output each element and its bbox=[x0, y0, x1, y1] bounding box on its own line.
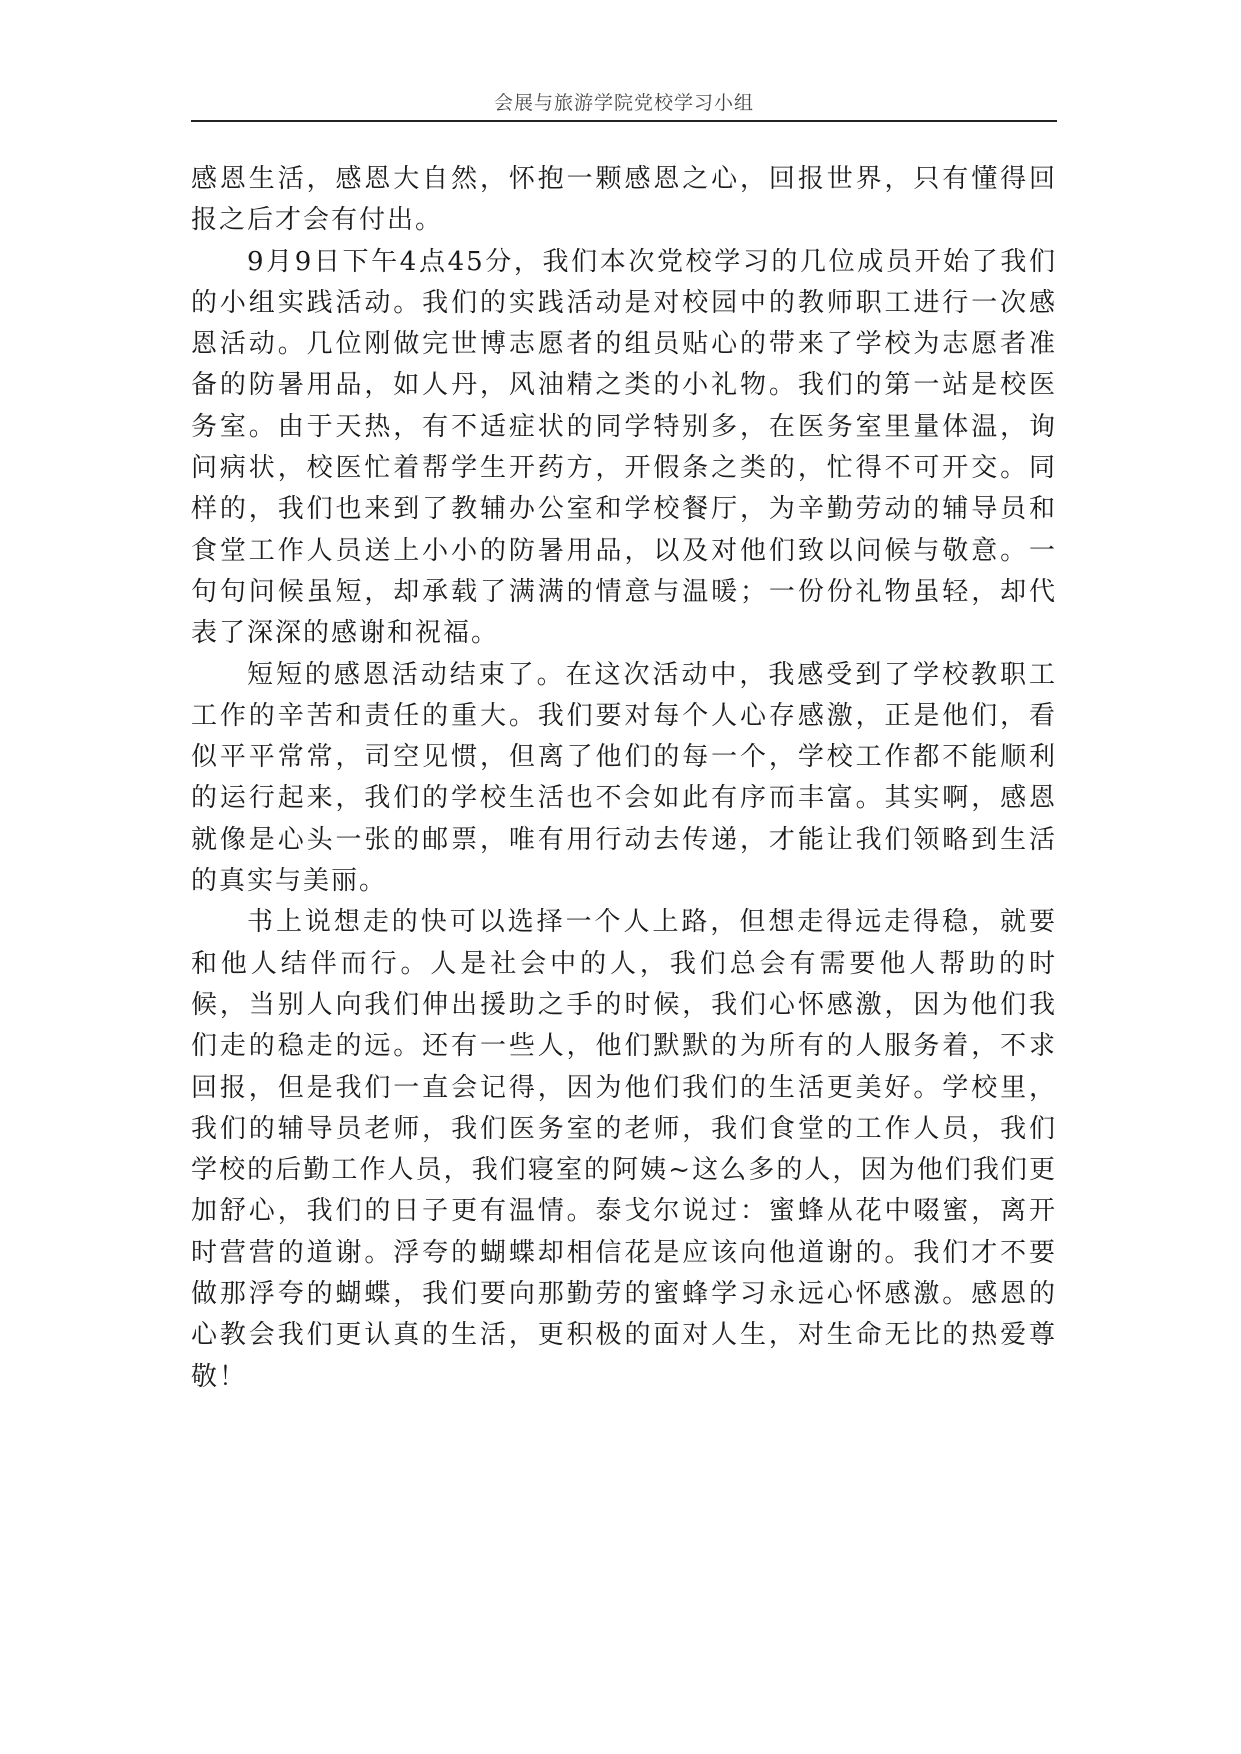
paragraph-intro: 感恩生活，感恩大自然，怀抱一颗感恩之心，回报世界，只有懂得回报之后才会有付出。 bbox=[191, 164, 1057, 236]
paragraph-reflection: 短短的感恩活动结束了。在这次活动中，我感受到了学校教职工工作的辛苦和责任的重大。我们要对每个人心存感激，正是他们，看似平平常常，司空见惯，但离了他们的每一个，学校工作都不能顺利的运行起来，我们的学校生活也不会如此有序而丰富。其实啊，感恩就像是心头一张的邮票，唯有用行动去传递，才能让我们领略到生活的真实与美丽。 bbox=[191, 659, 1057, 897]
paragraph-activity: 9月9日下午4点45分，我们本次党校学习的几位成员开始了我们的小组实践活动。我们的实践活动是对校园中的教师职工进行一次感恩活动。几位刚做完世博志愿者的组员贴心的带来了学校为志愿者准备的防暑用品，如人丹，风油精之类的小礼物。我们的第一站是校医务室。由于天热，有不适症状的同学特别多，在医务室里量体温，询问病状，校医忙着帮学生开药方，开假条之类的，忙得不可开交。同样的，我们也来到了教辅办公室和学校餐厅，为辛勤劳动的辅导员和食堂工作人员送上小小的防暑用品，以及对他们致以问候与敬意。一句句问候虽短，却承载了满满的情意与温暖；一份份礼物虽轻，却代表了深深的感谢和祝福。 bbox=[191, 246, 1057, 649]
paragraph-conclusion: 书上说想走的快可以选择一个人上路，但想走得远走得稳，就要和他人结伴而行。人是社会中的人，我们总会有需要他人帮助的时候，当别人向我们伸出援助之手的时候，我们心怀感激，因为他们我们走的稳走的远。还有一些人，他们默默的为所有的人服务着，不求回报，但是我们一直会记得，因为他们我们的生活更美好。学校里，我们的辅导员老师，我们医务室的老师，我们食堂的工作人员，我们学校的后勤工作人员，我们寝室的阿姨~这么多的人，因为他们我们更加舒心，我们的日子更有温情。泰戈尔说过：蜜蜂从花中啜蜜，离开时营营的道谢。浮夸的蝴蝶却相信花是应该向他道谢的。我们才不要做那浮夸的蝴蝶，我们要向那勤劳的蜜蜂学习永远心怀感激。感恩的心教会我们更认真的生活，更积极的面对人生，对生命无比的热爱尊敬！ bbox=[191, 907, 1057, 1392]
page-header: 会展与旅游学院党校学习小组 bbox=[493, 92, 754, 114]
document-body bbox=[191, 159, 1057, 1398]
header-divider bbox=[191, 120, 1057, 122]
